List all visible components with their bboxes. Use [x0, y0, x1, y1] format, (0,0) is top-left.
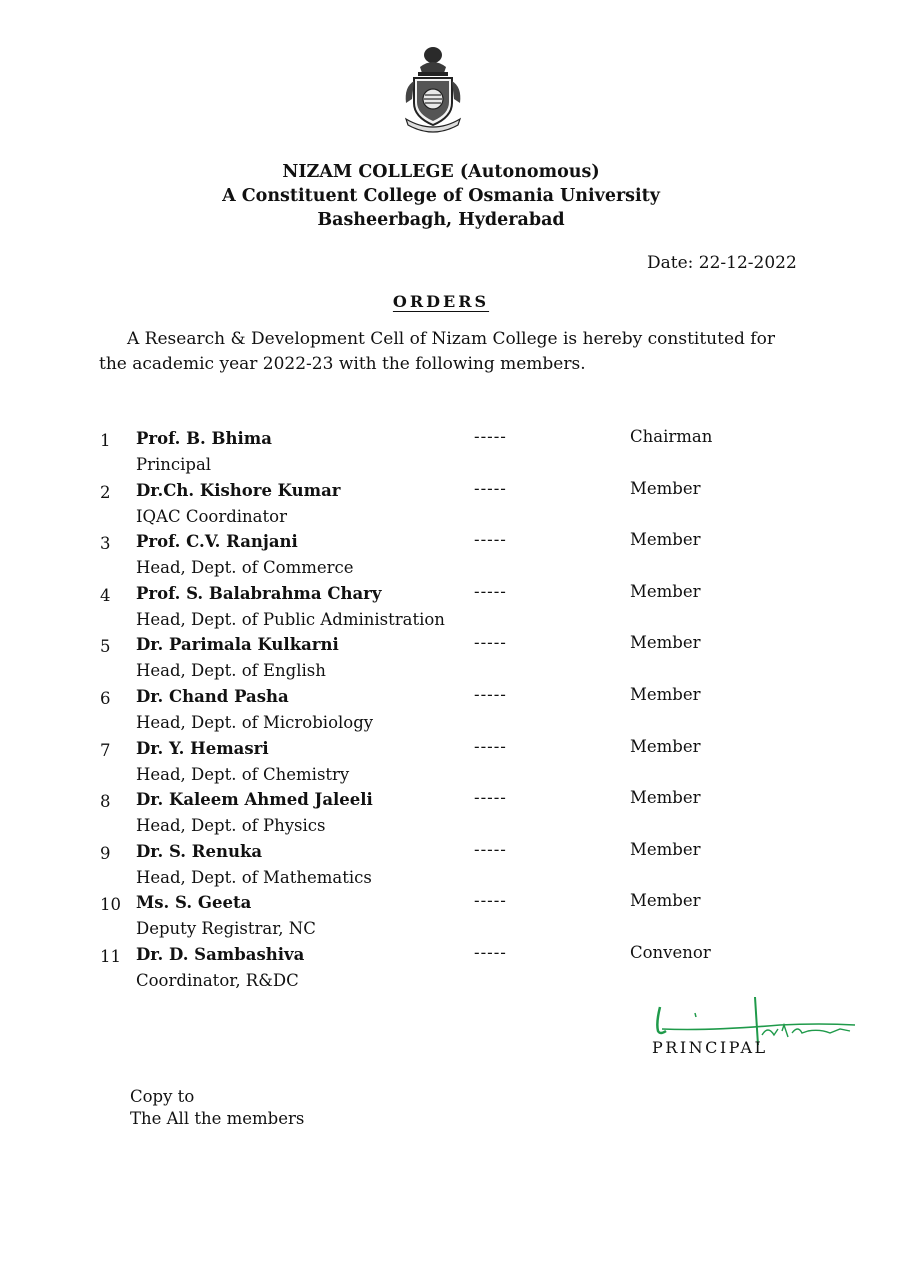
- member-row: [96, 685, 796, 737]
- member-row: [96, 737, 796, 789]
- member-number: 9: [100, 843, 111, 863]
- member-separator: -----: [474, 633, 507, 653]
- member-number: 3: [100, 534, 111, 554]
- member-designation: Head, Dept. of Commerce: [136, 558, 354, 578]
- member-number: 4: [100, 585, 111, 605]
- member-role: Member: [630, 788, 701, 808]
- member-designation: Coordinator, R&DC: [136, 970, 299, 990]
- member-role: Member: [630, 478, 701, 498]
- member-row: [96, 427, 796, 479]
- member-role: Member: [630, 684, 701, 704]
- member-number: 11: [100, 946, 121, 966]
- college-affiliation: A Constituent College of Osmania University: [222, 186, 660, 206]
- member-name: Dr. Y. Hemasri: [136, 738, 269, 758]
- member-row: [96, 891, 796, 943]
- member-designation: Principal: [136, 455, 212, 474]
- member-designation: Head, Dept. of Public Administration: [136, 609, 445, 629]
- orders-title: ORDERS: [392, 292, 490, 311]
- member-row: [96, 582, 796, 634]
- member-designation: Head, Dept. of Mathematics: [136, 867, 372, 887]
- copy-to-label: Copy to: [130, 1087, 195, 1106]
- order-date: Date: 22-12-2022: [647, 253, 797, 273]
- member-row: [96, 788, 796, 840]
- member-role: Member: [630, 581, 701, 601]
- member-number: 1: [100, 431, 111, 450]
- member-separator: -----: [474, 684, 507, 704]
- member-designation: Head, Dept. of Chemistry: [136, 764, 350, 784]
- member-number: 2: [100, 482, 111, 502]
- member-separator: -----: [474, 788, 507, 808]
- member-row: [96, 943, 796, 995]
- member-separator: -----: [474, 942, 507, 962]
- member-number: 7: [100, 740, 111, 760]
- member-designation: Head, Dept. of Physics: [136, 816, 326, 836]
- college-name: NIZAM COLLEGE (Autonomous): [282, 162, 600, 182]
- intro-paragraph: A Research & Development Cell of Nizam College is hereby constituted for the academic year 2022-23 with the following members.: [99, 329, 775, 374]
- member-separator: -----: [474, 839, 507, 859]
- member-name: Prof. C.V. Ranjani: [136, 532, 298, 552]
- members-list: [96, 427, 796, 995]
- member-name: Dr. D. Sambashiva: [136, 944, 305, 964]
- member-role: Chairman: [630, 427, 713, 446]
- member-role: Member: [630, 736, 701, 756]
- member-separator: -----: [474, 478, 507, 498]
- member-number: 5: [100, 637, 111, 657]
- member-designation: IQAC Coordinator: [136, 506, 287, 526]
- member-name: Prof. S. Balabrahma Chary: [136, 583, 382, 603]
- member-role: Member: [630, 530, 701, 550]
- member-name: Ms. S. Geeta: [136, 893, 252, 913]
- member-designation: Deputy Registrar, NC: [136, 919, 316, 939]
- member-designation: Head, Dept. of Microbiology: [136, 712, 374, 732]
- member-separator: -----: [474, 891, 507, 911]
- member-separator: -----: [474, 736, 507, 756]
- member-name: Dr.Ch. Kishore Kumar: [136, 480, 341, 500]
- member-name: Dr. Parimala Kulkarni: [136, 635, 339, 655]
- member-role: Convenor: [630, 942, 711, 962]
- college-address: Basheerbagh, Hyderabad: [317, 210, 565, 230]
- member-row: [96, 633, 796, 685]
- member-row: [96, 479, 796, 531]
- member-name: Prof. B. Bhima: [136, 429, 272, 448]
- member-designation: Head, Dept. of English: [136, 661, 326, 681]
- member-name: Dr. S. Renuka: [136, 841, 263, 861]
- principal-title: PRINCIPAL: [652, 1038, 768, 1057]
- member-row: [96, 530, 796, 582]
- member-role: Member: [630, 633, 701, 653]
- member-role: Member: [630, 891, 701, 911]
- member-separator: -----: [474, 427, 507, 446]
- member-number: 8: [100, 792, 111, 812]
- college-emblem-icon: [400, 45, 466, 135]
- member-separator: -----: [474, 530, 507, 550]
- member-number: 10: [100, 895, 121, 915]
- member-number: 6: [100, 688, 111, 708]
- copy-to-recipients: The All the members: [130, 1109, 305, 1128]
- college-header: [0, 160, 882, 232]
- member-separator: -----: [474, 581, 507, 601]
- member-row: [96, 840, 796, 892]
- copy-to: [130, 1086, 304, 1130]
- member-name: Dr. Kaleem Ahmed Jaleeli: [136, 790, 373, 810]
- member-name: Dr. Chand Pasha: [136, 686, 289, 706]
- member-role: Member: [630, 839, 701, 859]
